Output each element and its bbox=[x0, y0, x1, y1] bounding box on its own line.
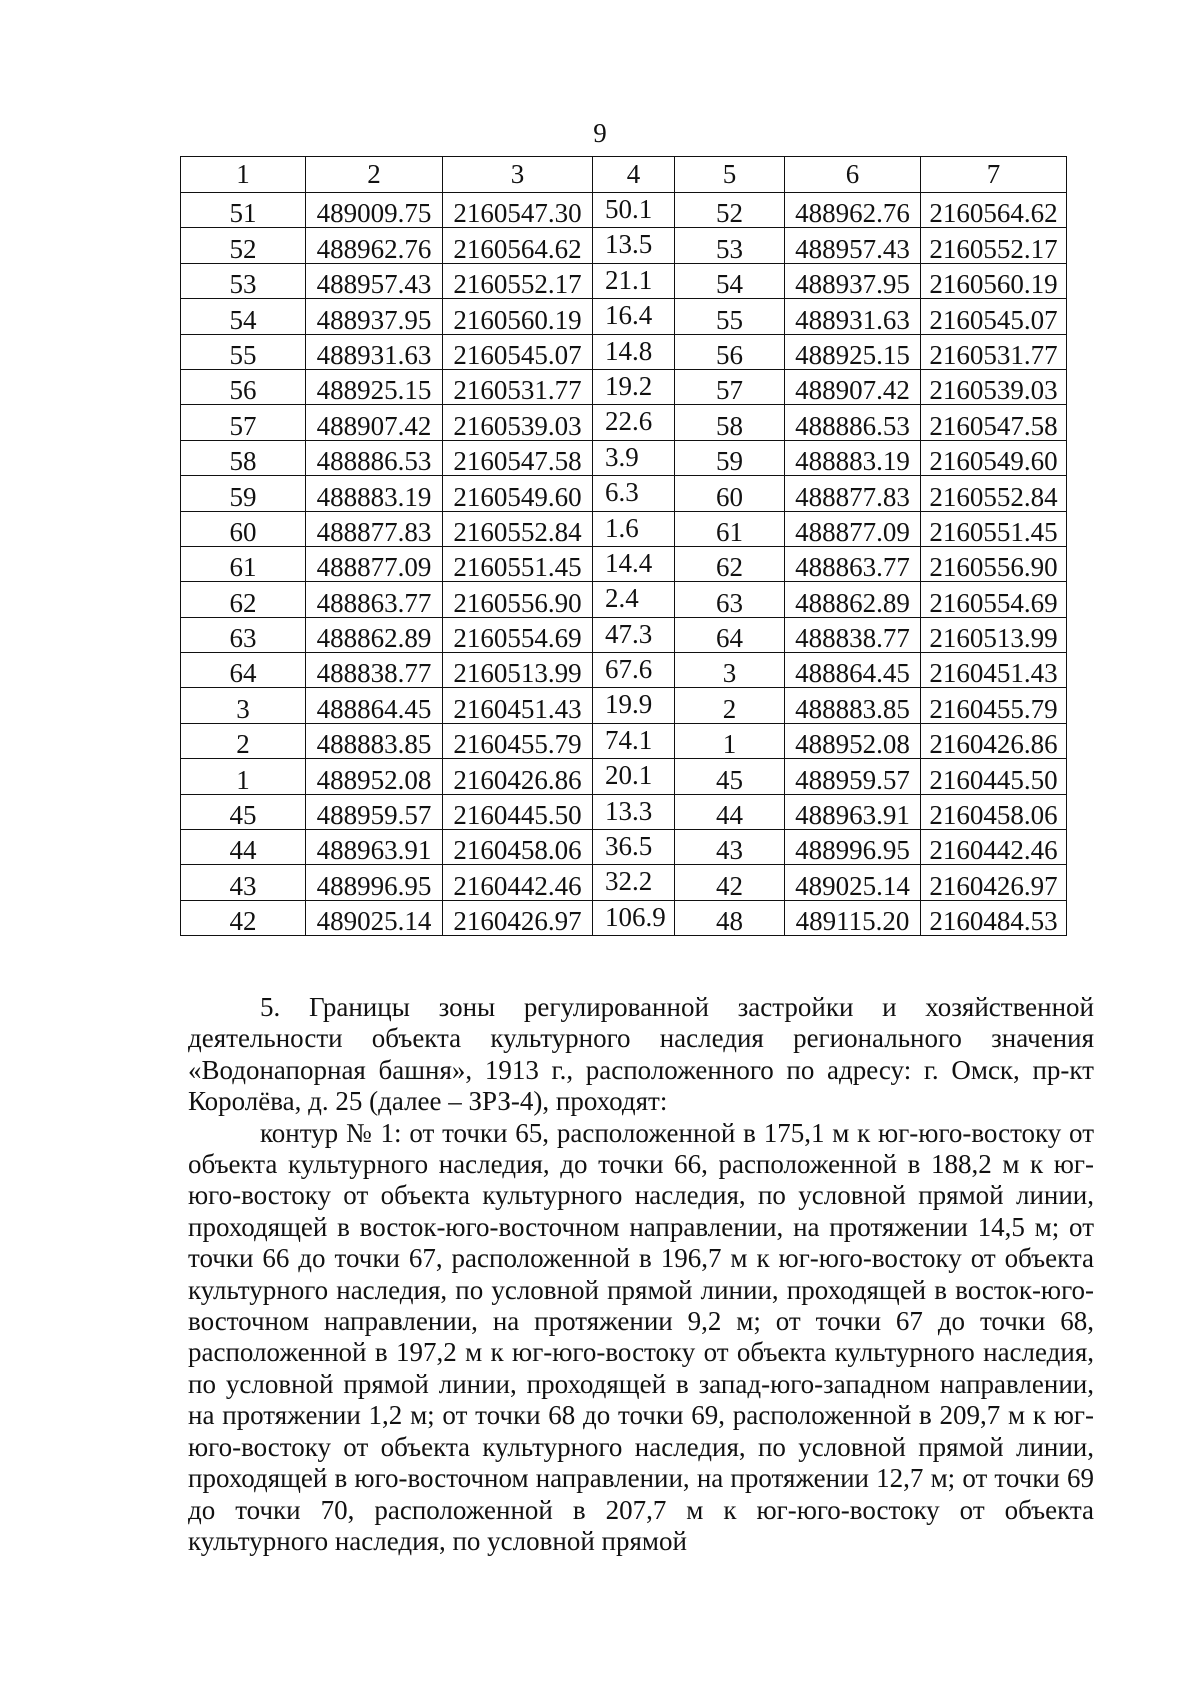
table-cell: 488877.09 bbox=[785, 511, 921, 546]
table-cell: 488996.95 bbox=[306, 865, 443, 900]
table-cell: 42 bbox=[675, 865, 785, 900]
header-cell: 5 bbox=[675, 157, 785, 193]
table-cell: 2160451.43 bbox=[443, 688, 593, 723]
table-cell: 2160426.97 bbox=[921, 865, 1067, 900]
document-body bbox=[188, 992, 1094, 1557]
table-cell: 58 bbox=[181, 440, 306, 475]
table-cell: 13.3 bbox=[593, 794, 675, 829]
table-cell: 62 bbox=[675, 546, 785, 581]
header-cell: 6 bbox=[785, 157, 921, 193]
table-cell: 488959.57 bbox=[306, 794, 443, 829]
table-cell: 3 bbox=[675, 653, 785, 688]
table-cell: 60 bbox=[181, 511, 306, 546]
table-cell: 2160531.77 bbox=[443, 369, 593, 404]
table-row bbox=[181, 440, 1067, 475]
table-cell: 16.4 bbox=[593, 299, 675, 334]
table-cell: 55 bbox=[675, 299, 785, 334]
table-cell: 488883.19 bbox=[306, 476, 443, 511]
table-cell: 488931.63 bbox=[785, 299, 921, 334]
table-cell: 36.5 bbox=[593, 830, 675, 865]
table-cell: 2160426.97 bbox=[443, 900, 593, 935]
table-cell: 488864.45 bbox=[306, 688, 443, 723]
table-cell: 488864.45 bbox=[785, 653, 921, 688]
table-cell: 2160458.06 bbox=[921, 794, 1067, 829]
table-row bbox=[181, 263, 1067, 298]
table-cell: 488862.89 bbox=[785, 582, 921, 617]
table-cell: 51 bbox=[181, 193, 306, 228]
table-cell: 2160445.50 bbox=[921, 759, 1067, 794]
table-cell: 489025.14 bbox=[785, 865, 921, 900]
table-cell: 1 bbox=[181, 759, 306, 794]
table-cell: 488886.53 bbox=[785, 405, 921, 440]
table-cell: 488838.77 bbox=[785, 617, 921, 652]
table-cell: 14.8 bbox=[593, 334, 675, 369]
table-cell: 67.6 bbox=[593, 653, 675, 688]
table-cell: 2160539.03 bbox=[443, 405, 593, 440]
table-cell: 63 bbox=[181, 617, 306, 652]
table-cell: 2160545.07 bbox=[921, 299, 1067, 334]
table-cell: 488863.77 bbox=[306, 582, 443, 617]
table-cell: 489009.75 bbox=[306, 193, 443, 228]
table-cell: 2160564.62 bbox=[921, 193, 1067, 228]
table-row bbox=[181, 334, 1067, 369]
table-cell: 61 bbox=[181, 546, 306, 581]
table-cell: 2160455.79 bbox=[443, 723, 593, 758]
table-cell: 43 bbox=[675, 830, 785, 865]
table-cell: 54 bbox=[181, 299, 306, 334]
table-row bbox=[181, 653, 1067, 688]
header-cell: 4 bbox=[593, 157, 675, 193]
table-cell: 47.3 bbox=[593, 617, 675, 652]
table-cell: 488883.85 bbox=[306, 723, 443, 758]
table-cell: 2160552.84 bbox=[921, 476, 1067, 511]
table-cell: 64 bbox=[181, 653, 306, 688]
table-cell: 488925.15 bbox=[306, 369, 443, 404]
table-cell: 57 bbox=[181, 405, 306, 440]
table-cell: 2160554.69 bbox=[443, 617, 593, 652]
table-cell: 19.2 bbox=[593, 369, 675, 404]
table-cell: 2160484.53 bbox=[921, 900, 1067, 935]
table-row bbox=[181, 193, 1067, 228]
table-row bbox=[181, 405, 1067, 440]
header-cell: 1 bbox=[181, 157, 306, 193]
table-cell: 43 bbox=[181, 865, 306, 900]
table-cell: 52 bbox=[181, 228, 306, 263]
table-cell: 488963.91 bbox=[306, 830, 443, 865]
table-cell: 2160539.03 bbox=[921, 369, 1067, 404]
table-cell: 488862.89 bbox=[306, 617, 443, 652]
table-cell: 2160547.58 bbox=[921, 405, 1067, 440]
page-number: 9 bbox=[593, 118, 607, 148]
coordinates-table bbox=[180, 156, 1067, 936]
table-cell: 3 bbox=[181, 688, 306, 723]
table-cell: 56 bbox=[181, 369, 306, 404]
table-row bbox=[181, 617, 1067, 652]
table-cell: 62 bbox=[181, 582, 306, 617]
table-cell: 2160547.58 bbox=[443, 440, 593, 475]
table-cell: 2160547.30 bbox=[443, 193, 593, 228]
header-cell: 3 bbox=[443, 157, 593, 193]
table-cell: 488957.43 bbox=[785, 228, 921, 263]
table-row bbox=[181, 476, 1067, 511]
table-cell: 488962.76 bbox=[785, 193, 921, 228]
table-cell: 2160551.45 bbox=[443, 546, 593, 581]
table-cell: 2160513.99 bbox=[921, 617, 1067, 652]
table-cell: 488952.08 bbox=[306, 759, 443, 794]
table-cell: 488883.85 bbox=[785, 688, 921, 723]
table-cell: 60 bbox=[675, 476, 785, 511]
table-cell: 2160564.62 bbox=[443, 228, 593, 263]
table-row bbox=[181, 299, 1067, 334]
header-cell: 2 bbox=[306, 157, 443, 193]
table-cell: 2160451.43 bbox=[921, 653, 1067, 688]
table-cell: 59 bbox=[675, 440, 785, 475]
table-cell: 2160552.17 bbox=[921, 228, 1067, 263]
table-row bbox=[181, 900, 1067, 935]
table-cell: 488925.15 bbox=[785, 334, 921, 369]
table-cell: 45 bbox=[675, 759, 785, 794]
table-cell: 488877.83 bbox=[306, 511, 443, 546]
table-row bbox=[181, 546, 1067, 581]
table-cell: 53 bbox=[675, 228, 785, 263]
paragraph: контур № 1: от точки 65, расположенной в 175,1 м к юг-юго-востоку от объекта культурного наследия, до точки 66, расположенной в 188,2 м к юг-юго-востоку от объекта культурного наследия, по условной прямой линии, проходящей в восток-юго-восточном направлении, на протяжении 14,5 м; от точки 66 до точки 67, расположенной в 196,7 м к юг-юго-востоку от объекта культурного наследия, по условной прямой линии, проходящей в восток-юго-восточном направлении, на протяжении 9,2 м; от точки 67 до точки 68, расположенной в 197,2 м к юг-юго-востоку от объекта культурного наследия, по условной прямой линии, проходящей в запад-юго-западном направлении, на протяжении 1,2 м; от точки 68 до точки 69, расположенной в 209,7 м к юг-юго-востоку от объекта культурного наследия, по условной прямой линии, проходящей в юго-восточном направлении, на протяжении 12,7 м; от точки 69 до точки 70, расположенной в 207,7 м к юг-юго-востоку от объекта культурного наследия, по условной прямой bbox=[188, 1117, 1094, 1556]
table-row bbox=[181, 511, 1067, 546]
table-cell: 44 bbox=[181, 830, 306, 865]
table-cell: 488907.42 bbox=[306, 405, 443, 440]
table-cell: 2160551.45 bbox=[921, 511, 1067, 546]
table-cell: 45 bbox=[181, 794, 306, 829]
table-cell: 63 bbox=[675, 582, 785, 617]
table-cell: 488996.95 bbox=[785, 830, 921, 865]
table-cell: 54 bbox=[675, 263, 785, 298]
table-cell: 2160426.86 bbox=[443, 759, 593, 794]
table-row bbox=[181, 865, 1067, 900]
table-cell: 2160549.60 bbox=[443, 476, 593, 511]
table-cell: 57 bbox=[675, 369, 785, 404]
table-cell: 488877.83 bbox=[785, 476, 921, 511]
table-cell: 2160442.46 bbox=[921, 830, 1067, 865]
table-cell: 53 bbox=[181, 263, 306, 298]
table-cell: 488838.77 bbox=[306, 653, 443, 688]
table-cell: 2 bbox=[181, 723, 306, 758]
table-cell: 488959.57 bbox=[785, 759, 921, 794]
table-row bbox=[181, 688, 1067, 723]
table-cell: 1 bbox=[675, 723, 785, 758]
table-cell: 1.6 bbox=[593, 511, 675, 546]
table-cell: 22.6 bbox=[593, 405, 675, 440]
table-cell: 106.9 bbox=[593, 900, 675, 935]
table-cell: 2160556.90 bbox=[443, 582, 593, 617]
table-cell: 2160560.19 bbox=[443, 299, 593, 334]
table-cell: 6.3 bbox=[593, 476, 675, 511]
table-cell: 2160426.86 bbox=[921, 723, 1067, 758]
table-row bbox=[181, 759, 1067, 794]
table-cell: 2160552.84 bbox=[443, 511, 593, 546]
table-cell: 488863.77 bbox=[785, 546, 921, 581]
table-header-row bbox=[181, 157, 1067, 193]
table-row bbox=[181, 228, 1067, 263]
table-cell: 488931.63 bbox=[306, 334, 443, 369]
table-cell: 488937.95 bbox=[306, 299, 443, 334]
table-row bbox=[181, 369, 1067, 404]
table-row bbox=[181, 794, 1067, 829]
table-cell: 2160445.50 bbox=[443, 794, 593, 829]
table-cell: 3.9 bbox=[593, 440, 675, 475]
table-cell: 32.2 bbox=[593, 865, 675, 900]
table-cell: 2160560.19 bbox=[921, 263, 1067, 298]
table-cell: 489025.14 bbox=[306, 900, 443, 935]
table-cell: 488883.19 bbox=[785, 440, 921, 475]
table-cell: 48 bbox=[675, 900, 785, 935]
table-row bbox=[181, 582, 1067, 617]
table-cell: 488907.42 bbox=[785, 369, 921, 404]
table-cell: 13.5 bbox=[593, 228, 675, 263]
table-cell: 488963.91 bbox=[785, 794, 921, 829]
table-cell: 2160549.60 bbox=[921, 440, 1067, 475]
table-cell: 44 bbox=[675, 794, 785, 829]
table-row bbox=[181, 830, 1067, 865]
table-cell: 488937.95 bbox=[785, 263, 921, 298]
table-row bbox=[181, 723, 1067, 758]
table-cell: 488952.08 bbox=[785, 723, 921, 758]
table-cell: 2160554.69 bbox=[921, 582, 1067, 617]
table-cell: 2160455.79 bbox=[921, 688, 1067, 723]
table-cell: 2 bbox=[675, 688, 785, 723]
table-cell: 19.9 bbox=[593, 688, 675, 723]
table-cell: 55 bbox=[181, 334, 306, 369]
table-cell: 2160552.17 bbox=[443, 263, 593, 298]
table-cell: 2160556.90 bbox=[921, 546, 1067, 581]
paragraph: 5. Границы зоны регулированной застройки и хозяйственной деятельности объекта культурного наследия регионального значения «Водонапорная башня», 1913 г., расположенного по адресу: г. Омск, пр-кт Королёва, д. 25 (далее – ЗРЗ-4), проходят: bbox=[188, 992, 1094, 1117]
table-cell: 489115.20 bbox=[785, 900, 921, 935]
table-cell: 50.1 bbox=[593, 193, 675, 228]
table-cell: 52 bbox=[675, 193, 785, 228]
table-cell: 488962.76 bbox=[306, 228, 443, 263]
table-cell: 2160545.07 bbox=[443, 334, 593, 369]
header-cell: 7 bbox=[921, 157, 1067, 193]
table-cell: 58 bbox=[675, 405, 785, 440]
table-cell: 2.4 bbox=[593, 582, 675, 617]
table-cell: 14.4 bbox=[593, 546, 675, 581]
table-cell: 64 bbox=[675, 617, 785, 652]
table-cell: 20.1 bbox=[593, 759, 675, 794]
table-cell: 488877.09 bbox=[306, 546, 443, 581]
table-cell: 2160458.06 bbox=[443, 830, 593, 865]
table-cell: 42 bbox=[181, 900, 306, 935]
table-cell: 74.1 bbox=[593, 723, 675, 758]
table-cell: 2160442.46 bbox=[443, 865, 593, 900]
table-cell: 2160531.77 bbox=[921, 334, 1067, 369]
table-cell: 488886.53 bbox=[306, 440, 443, 475]
table-cell: 2160513.99 bbox=[443, 653, 593, 688]
table-cell: 21.1 bbox=[593, 263, 675, 298]
table-cell: 61 bbox=[675, 511, 785, 546]
table-cell: 59 bbox=[181, 476, 306, 511]
table-cell: 488957.43 bbox=[306, 263, 443, 298]
table-cell: 56 bbox=[675, 334, 785, 369]
